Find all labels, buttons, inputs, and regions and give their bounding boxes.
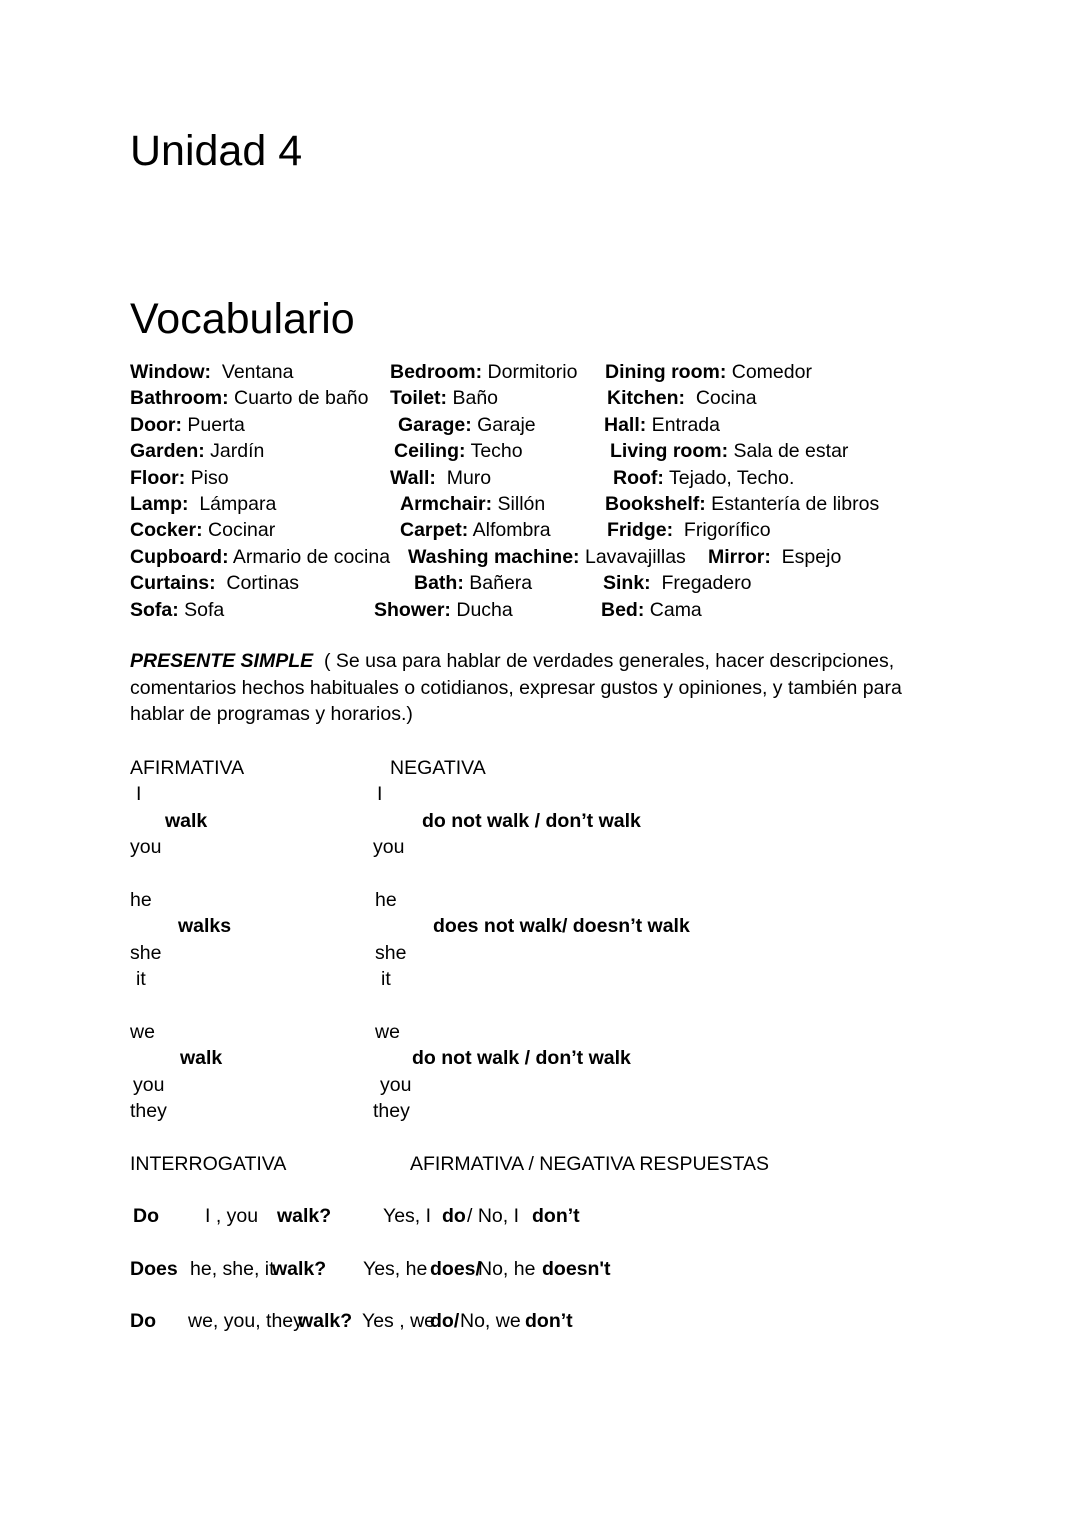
vocab-entry — [400, 491, 545, 517]
vocab-term: Door: — [130, 414, 182, 436]
question-verb: walk? — [272, 1258, 327, 1280]
vocab-entry — [607, 517, 771, 543]
vocab-term: Cocker: — [130, 519, 203, 541]
vocab-translation: Cocina — [685, 387, 757, 409]
vocab-term: Living room: — [610, 440, 729, 462]
answer-yes: Yes, he — [363, 1258, 428, 1280]
answer-no: / No, I — [467, 1205, 520, 1227]
vocab-translation: Cocinar — [202, 519, 276, 541]
vocab-term: Sofa: — [130, 599, 179, 621]
pronoun-label: you — [380, 1074, 412, 1096]
vocab-entry — [394, 438, 523, 464]
pronoun-label: she — [375, 942, 407, 964]
vocab-translation: Estantería de libros — [705, 493, 880, 515]
answer-dont: don’t — [532, 1205, 580, 1227]
vocab-entry — [374, 597, 513, 623]
vocab-translation: Ventana — [211, 361, 294, 383]
vocab-translation: Jardín — [204, 440, 265, 462]
verb-form: walk — [180, 1047, 223, 1069]
vocab-term: Mirror: — [708, 546, 771, 568]
vocab-translation: Comedor — [726, 361, 812, 383]
vocab-term: Cupboard: — [130, 546, 229, 568]
vocab-term: Hall: — [604, 414, 647, 436]
vocab-translation: Cortinas — [215, 572, 300, 594]
vocab-term: Lamp: — [130, 493, 189, 515]
vocab-translation: Entrada — [646, 414, 720, 436]
vocab-term: Shower: — [374, 599, 451, 621]
subject-pronouns: he, she, it — [190, 1258, 275, 1280]
present-simple-paragraph — [130, 648, 958, 728]
vocab-entry — [390, 465, 491, 491]
vocab-translation: Sillón — [492, 493, 546, 515]
section-title-vocabulario: Vocabulario — [130, 295, 355, 343]
vocab-entry — [605, 359, 812, 385]
vocab-entry — [130, 385, 368, 411]
present-simple-text: ( Se usa para hablar de verdades generales, hacer descripciones, comentarios hechos habituales o cotidianos, expresar gustos y opiniones, y también para hablar de programas y horarios.) — [130, 650, 908, 726]
vocab-term: Floor: — [130, 467, 186, 489]
pronoun-label: we — [130, 1021, 155, 1043]
vocab-term: Bathroom: — [130, 387, 229, 409]
vocab-entry — [130, 465, 229, 491]
interrogative-header: INTERROGATIVA — [130, 1153, 287, 1175]
pronoun-label: you — [130, 836, 162, 858]
vocab-translation: Espejo — [770, 546, 842, 568]
vocab-entry — [414, 570, 532, 596]
pronoun-label: she — [130, 942, 162, 964]
vocab-entry — [390, 359, 577, 385]
auxiliary-verb: Do — [130, 1310, 156, 1332]
vocab-entry — [604, 412, 720, 438]
vocab-term: Roof: — [613, 467, 664, 489]
page-title: Unidad 4 — [130, 127, 303, 175]
answer-do: do/ — [430, 1310, 460, 1332]
vocab-translation: Garaje — [471, 414, 536, 436]
vocab-term: Sink: — [603, 572, 651, 594]
subject-pronouns: I , you — [205, 1205, 259, 1227]
vocab-term: Toilet: — [390, 387, 448, 409]
vocab-translation: Lavavajillas — [579, 546, 686, 568]
pronoun-label: it — [136, 968, 146, 990]
verb-form: walk — [165, 810, 208, 832]
vocab-translation: Cama — [644, 599, 702, 621]
answer-dont: doesn't — [542, 1258, 611, 1280]
pronoun-label: we — [375, 1021, 400, 1043]
vocab-entry — [390, 385, 498, 411]
vocab-entry — [605, 491, 879, 517]
vocab-term: Bed: — [601, 599, 645, 621]
vocab-term: Garage: — [398, 414, 472, 436]
vocab-term: Carpet: — [400, 519, 469, 541]
vocab-term: Curtains: — [130, 572, 216, 594]
answer-do: do — [442, 1205, 466, 1227]
vocab-term: Ceiling: — [394, 440, 466, 462]
pronoun-label: you — [373, 836, 405, 858]
pronoun-label: I — [136, 783, 142, 805]
vocab-translation: Lámpara — [188, 493, 277, 515]
present-simple-label: PRESENTE SIMPLE — [130, 650, 314, 672]
vocab-translation: Baño — [447, 387, 499, 409]
vocab-term: Bedroom: — [390, 361, 483, 383]
verb-form: does not walk/ doesn’t walk — [433, 915, 690, 937]
vocab-term: Dining room: — [605, 361, 727, 383]
vocab-term: Bookshelf: — [605, 493, 706, 515]
pronoun-label: he — [130, 889, 152, 911]
subject-pronouns: we, you, they — [188, 1310, 303, 1332]
pronoun-label: they — [130, 1100, 167, 1122]
vocab-translation: Alfombra — [468, 519, 551, 541]
vocab-translation: Muro — [435, 467, 492, 489]
vocab-entry — [130, 570, 299, 596]
vocab-entry — [603, 570, 752, 596]
vocab-entry — [613, 465, 794, 491]
vocab-entry — [130, 491, 276, 517]
vocab-translation: Armario de cocina — [228, 546, 391, 568]
vocab-term: Bath: — [414, 572, 464, 594]
answer-do: does/ — [430, 1258, 481, 1280]
vocab-term: Wall: — [390, 467, 436, 489]
question-verb: walk? — [277, 1205, 332, 1227]
vocab-entry — [610, 438, 848, 464]
verb-form: do not walk / don’t walk — [412, 1047, 631, 1069]
vocab-translation: Frigorífico — [673, 519, 771, 541]
vocab-translation: Puerta — [182, 414, 245, 436]
answer-yes: Yes, I — [383, 1205, 432, 1227]
negative-header: NEGATIVA — [390, 757, 486, 779]
vocab-entry — [607, 385, 757, 411]
vocab-translation: Cuarto de baño — [228, 387, 369, 409]
vocab-translation: Techo — [465, 440, 523, 462]
vocab-entry — [708, 544, 841, 570]
vocab-entry — [601, 597, 702, 623]
pronoun-label: they — [373, 1100, 410, 1122]
vocab-entry — [400, 517, 551, 543]
auxiliary-verb: Do — [133, 1205, 159, 1227]
verb-form: walks — [178, 915, 232, 937]
vocab-term: Window: — [130, 361, 212, 383]
vocab-term: Kitchen: — [607, 387, 685, 409]
pronoun-label: I — [377, 783, 383, 805]
pronoun-label: you — [133, 1074, 165, 1096]
vocab-entry — [130, 517, 275, 543]
vocab-entry — [398, 412, 536, 438]
vocab-translation: Ducha — [450, 599, 513, 621]
auxiliary-verb: Does — [130, 1258, 178, 1280]
verb-form: do not walk / don’t walk — [422, 810, 641, 832]
vocab-translation: Bañera — [463, 572, 533, 594]
answer-no: No, he — [478, 1258, 536, 1280]
vocab-translation: Tejado, Techo. — [663, 467, 795, 489]
vocab-term: Washing machine: — [408, 546, 580, 568]
vocab-translation: Sala de estar — [728, 440, 849, 462]
vocab-entry — [130, 544, 390, 570]
vocab-term: Fridge: — [607, 519, 674, 541]
answer-no: No, we — [460, 1310, 521, 1332]
vocab-entry — [130, 438, 264, 464]
vocab-translation: Fregadero — [650, 572, 752, 594]
pronoun-label: it — [381, 968, 391, 990]
vocab-entry — [408, 544, 686, 570]
answer-yes: Yes , we — [362, 1310, 435, 1332]
vocab-translation: Piso — [185, 467, 229, 489]
vocab-entry — [130, 359, 293, 385]
answer-dont: don’t — [525, 1310, 573, 1332]
vocab-entry — [130, 597, 224, 623]
pronoun-label: he — [375, 889, 397, 911]
vocab-translation: Dormitorio — [482, 361, 578, 383]
affirmative-header: AFIRMATIVA — [130, 757, 245, 779]
vocab-translation: Sofa — [178, 599, 225, 621]
answers-header: AFIRMATIVA / NEGATIVA RESPUESTAS — [410, 1153, 770, 1175]
question-verb: walk? — [298, 1310, 353, 1332]
vocab-entry — [130, 412, 245, 438]
vocab-term: Armchair: — [400, 493, 493, 515]
vocab-term: Garden: — [130, 440, 205, 462]
